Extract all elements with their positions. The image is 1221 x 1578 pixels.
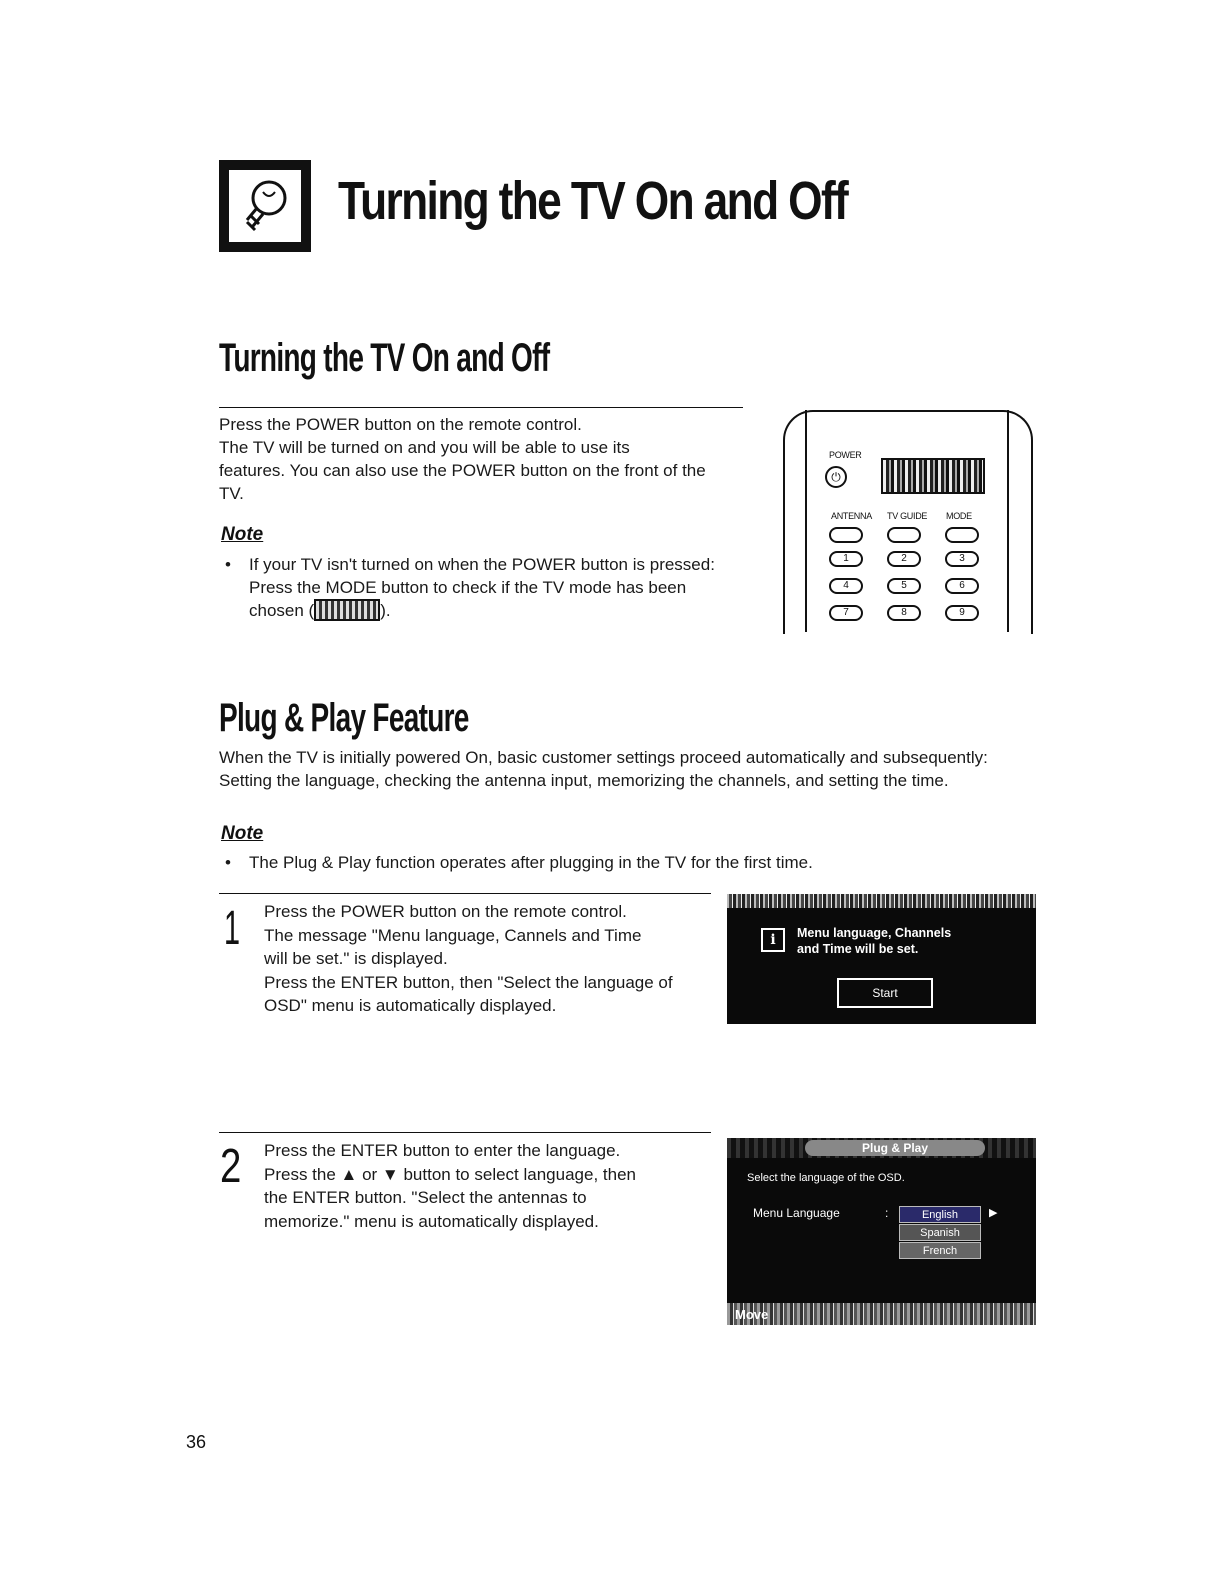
remote-body bbox=[805, 410, 1009, 632]
step-line: the ENTER button. "Select the antennas to bbox=[264, 1188, 587, 1207]
screen-message bbox=[797, 925, 951, 957]
key-2: 2 bbox=[887, 551, 921, 567]
right-arrow-icon: ▶ bbox=[989, 1207, 998, 1219]
step-number: 2 bbox=[220, 1140, 242, 1193]
key-1: 1 bbox=[829, 551, 863, 567]
tv-mode-indicator-icon bbox=[314, 599, 380, 621]
step-line: Press the ENTER button, then "Select the language of bbox=[264, 972, 673, 992]
key-6: 6 bbox=[945, 578, 979, 594]
tvguide-label: TV GUIDE bbox=[887, 511, 928, 521]
menu-language-colon: : bbox=[885, 1206, 889, 1220]
note-line-text: chosen ( bbox=[249, 601, 315, 620]
mode-display-icon bbox=[881, 458, 985, 494]
info-icon: i bbox=[761, 928, 785, 952]
mode-key bbox=[945, 527, 979, 543]
screen-message-line: Menu language, Channels bbox=[797, 926, 952, 940]
remote-control-illustration bbox=[783, 410, 1031, 634]
paragraph-line: features. You can also use the POWER button on the front of the bbox=[219, 461, 706, 480]
tv-screen-plug-play-start bbox=[727, 894, 1036, 1024]
start-button[interactable]: Start bbox=[837, 978, 933, 1008]
mode-label: MODE bbox=[946, 511, 972, 521]
key-9: 9 bbox=[945, 605, 979, 621]
note-bullet bbox=[223, 553, 763, 623]
note-heading: Note bbox=[221, 524, 264, 545]
step-line: The message "Menu language, Cannels and Time bbox=[264, 925, 642, 945]
step-line: memorize." menu is automatically displayed. bbox=[264, 1211, 599, 1231]
chapter-title: Turning the TV On and Off bbox=[338, 171, 848, 231]
step-line: Press the ENTER button to enter the language. bbox=[264, 1141, 621, 1160]
menu-language-label: Menu Language bbox=[753, 1206, 840, 1220]
paragraph-line: Press the POWER button on the remote control. bbox=[219, 415, 582, 434]
step-1-text bbox=[264, 900, 714, 1018]
screen-message-line: and Time will be set. bbox=[797, 942, 919, 956]
note-line: Press the MODE button to check if the TV mode has been bbox=[249, 578, 687, 597]
section1-paragraph bbox=[219, 413, 759, 505]
paragraph-line: Setting the language, checking the antenna input, memorizing the channels, and setting the time. bbox=[219, 771, 949, 790]
screen-instruction: Select the language of the OSD. bbox=[747, 1172, 905, 1184]
antenna-key bbox=[829, 527, 863, 543]
tvguide-key bbox=[887, 527, 921, 543]
section-title-plug-play: Plug & Play Feature bbox=[219, 696, 469, 740]
move-hint: Move bbox=[735, 1307, 769, 1322]
paragraph-line: When the TV is initially powered On, basic customer settings proceed automatically and subsequently: bbox=[219, 748, 988, 767]
step-rule bbox=[219, 1132, 711, 1133]
step-line: OSD" menu is automatically displayed. bbox=[264, 996, 557, 1015]
antenna-label: ANTENNA bbox=[831, 511, 872, 521]
step-rule bbox=[219, 893, 711, 894]
chapter-icon bbox=[219, 160, 311, 252]
step-line: will be set." is displayed. bbox=[264, 949, 448, 968]
screen-title-bar bbox=[727, 894, 1036, 908]
section-rule bbox=[219, 407, 743, 408]
option-english[interactable]: English bbox=[899, 1206, 981, 1223]
step-2-text bbox=[264, 1139, 714, 1233]
key-3: 3 bbox=[945, 551, 979, 567]
paragraph-line: TV. bbox=[219, 484, 244, 503]
key-5: 5 bbox=[887, 578, 921, 594]
note-line: • If your TV isn't turned on when the POWER button is pressed: bbox=[223, 553, 763, 576]
option-spanish[interactable]: Spanish bbox=[899, 1224, 981, 1241]
note-line: • The Plug & Play function operates after plugging in the TV for the first time. bbox=[223, 851, 923, 874]
step-number: 1 bbox=[224, 902, 241, 955]
key-8: 8 bbox=[887, 605, 921, 621]
key-7: 7 bbox=[829, 605, 863, 621]
key-4: 4 bbox=[829, 578, 863, 594]
lightbulb-icon bbox=[227, 168, 303, 244]
note-bullet bbox=[223, 851, 923, 874]
note-line-tail: ). bbox=[380, 601, 391, 620]
note-heading: Note bbox=[221, 823, 264, 844]
tv-screen-menu-language bbox=[727, 1138, 1036, 1325]
power-label: POWER bbox=[829, 450, 862, 460]
note-line-inline bbox=[223, 599, 763, 623]
power-button-icon: ⏻ bbox=[825, 466, 847, 488]
section-title-power: Turning the TV On and Off bbox=[219, 336, 550, 380]
step-line: Press the ▲ or ▼ button to select language, then bbox=[264, 1164, 636, 1184]
screen-footer-bar bbox=[727, 1303, 1036, 1325]
step-line: Press the POWER button on the remote control. bbox=[264, 902, 627, 921]
option-french[interactable]: French bbox=[899, 1242, 981, 1259]
section2-paragraph bbox=[219, 746, 1039, 792]
paragraph-line: The TV will be turned on and you will be able to use its bbox=[219, 438, 630, 457]
page-number: 36 bbox=[186, 1432, 207, 1452]
screen-title: Plug & Play bbox=[805, 1140, 985, 1156]
